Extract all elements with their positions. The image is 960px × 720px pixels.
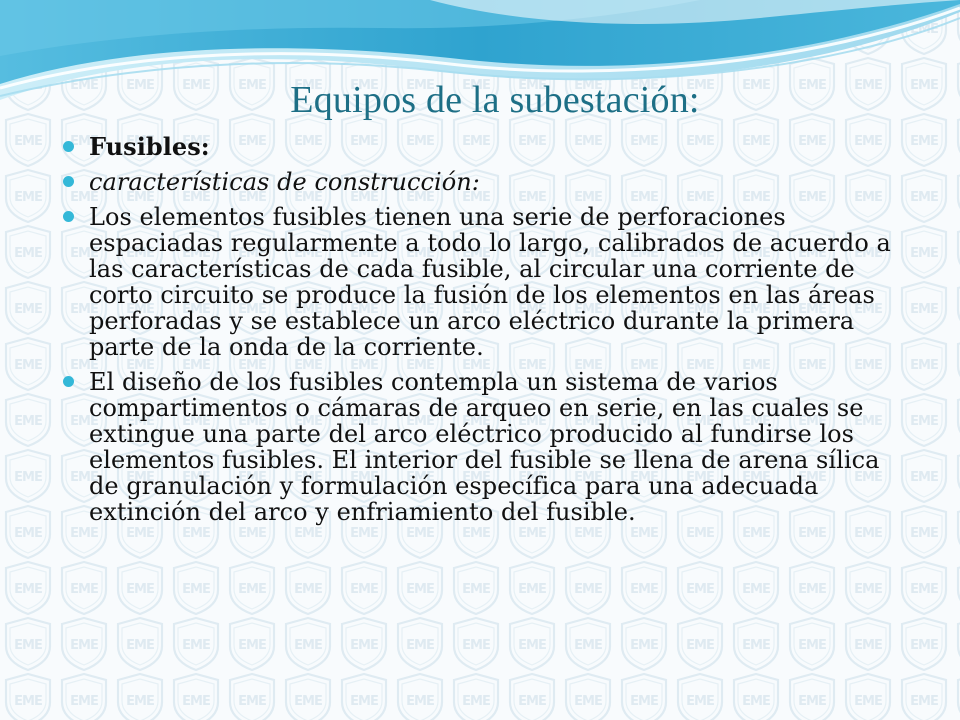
bullet-dot-icon: [63, 211, 74, 222]
bullet-list: [62, 134, 912, 534]
bullet-text: El diseño de los fusibles contempla un sistema de varios compartimentos o cámaras de arqueo en serie, en las cuales se extingue una parte del arco eléctrico producido al fundirse los elementos fusibles. El interior del fusible se llena de arena sílica de granulación y formulación específica para una adecuada extinción del arco y enfriamiento del fusible.: [89, 368, 880, 526]
bullet-text: Fusibles:: [89, 132, 210, 161]
bullet-item: [62, 134, 912, 160]
bullet-text: características de construcción:: [89, 168, 480, 196]
bullet-dot-icon: [63, 176, 74, 187]
bullet-item: [62, 204, 912, 360]
bullet-item: [62, 169, 912, 195]
bullet-dot-icon: [63, 376, 74, 387]
bullet-dot-icon: [63, 141, 74, 152]
bullet-text: Los elementos fusibles tienen una serie de perforaciones espaciadas regularmente a todo lo largo, calibrados de acuerdo a las características de cada fusible, al circular una corriente de corto circuito se produce la fusión de los elementos en las áreas perforadas y se establece un arco eléctrico durante la primera parte de la onda de la corriente.: [89, 203, 891, 361]
bullet-item: [62, 369, 912, 525]
slide-title: Equipos de la subestación:: [290, 79, 700, 121]
